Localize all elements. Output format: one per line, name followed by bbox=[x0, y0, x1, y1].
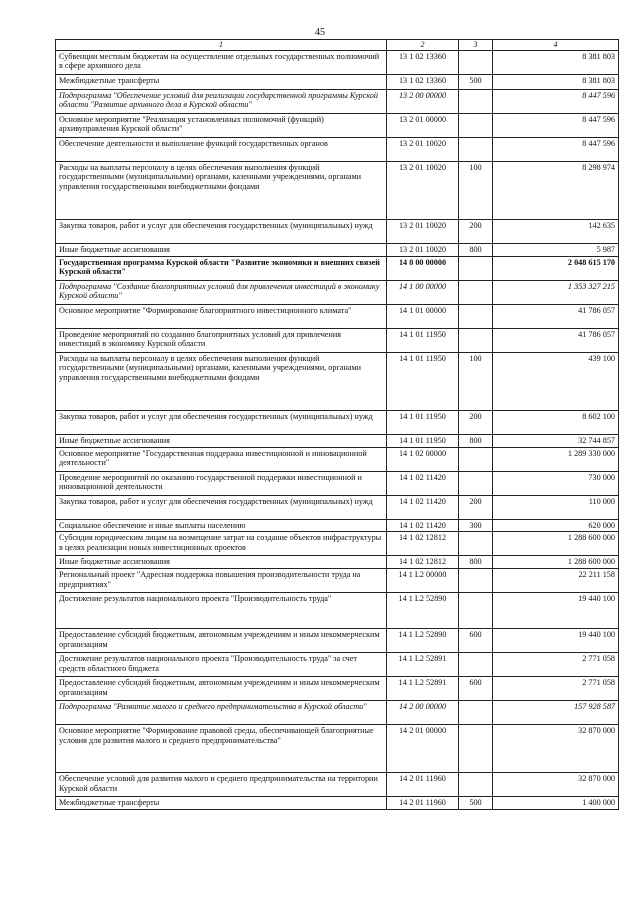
row-amount: 439 100 bbox=[493, 352, 619, 410]
table-row bbox=[56, 304, 619, 328]
row-amount: 1 353 327 215 bbox=[493, 280, 619, 304]
table-row bbox=[56, 74, 619, 89]
row-name: Достижение результатов национального проекта "Производительность труда" за счет средств областного бюджета bbox=[56, 653, 387, 677]
row-code: 14 1 01 11950 bbox=[387, 328, 459, 352]
row-expense-type: 800 bbox=[459, 556, 493, 569]
table-row bbox=[56, 701, 619, 725]
row-amount: 8 602 100 bbox=[493, 410, 619, 434]
row-code: 14 2 01 11960 bbox=[387, 773, 459, 797]
row-expense-type bbox=[459, 593, 493, 629]
row-amount: 8 381 803 bbox=[493, 74, 619, 89]
row-expense-type bbox=[459, 653, 493, 677]
table-row bbox=[56, 410, 619, 434]
row-name: Иные бюджетные ассигнования bbox=[56, 243, 387, 256]
row-code: 14 1 01 00000 bbox=[387, 304, 459, 328]
row-expense-type: 600 bbox=[459, 629, 493, 653]
row-expense-type bbox=[459, 113, 493, 137]
row-expense-type bbox=[459, 280, 493, 304]
row-name: Закупка товаров, работ и услуг для обеспечения государственных (муниципальных) нужд bbox=[56, 410, 387, 434]
row-amount: 620 000 bbox=[493, 519, 619, 532]
table-row bbox=[56, 629, 619, 653]
row-name: Закупка товаров, работ и услуг для обеспечения государственных (муниципальных) нужд bbox=[56, 495, 387, 519]
table-row bbox=[56, 495, 619, 519]
row-code: 14 1 01 11950 bbox=[387, 410, 459, 434]
table-row bbox=[56, 569, 619, 593]
row-name: Подпрограмма "Обеспечение условий для реализации государственной программы Курской области "Развитие архивного дела в Курской области" bbox=[56, 89, 387, 113]
row-amount: 8 447 596 bbox=[493, 89, 619, 113]
column-header: 4 bbox=[493, 40, 619, 51]
budget-table bbox=[55, 39, 619, 810]
row-name: Закупка товаров, работ и услуг для обеспечения государственных (муниципальных) нужд bbox=[56, 219, 387, 243]
table-row bbox=[56, 219, 619, 243]
table-row bbox=[56, 653, 619, 677]
table-body bbox=[56, 50, 619, 810]
row-code: 14 1 L2 52891 bbox=[387, 677, 459, 701]
row-amount: 41 786 057 bbox=[493, 304, 619, 328]
row-expense-type: 800 bbox=[459, 243, 493, 256]
table-row bbox=[56, 89, 619, 113]
row-code: 14 1 01 11950 bbox=[387, 434, 459, 447]
row-amount: 1 288 600 000 bbox=[493, 532, 619, 556]
row-expense-type: 200 bbox=[459, 495, 493, 519]
row-code: 13 2 01 10020 bbox=[387, 161, 459, 219]
row-code: 13 1 02 13360 bbox=[387, 50, 459, 74]
table-row bbox=[56, 161, 619, 219]
row-code: 14 1 L2 52891 bbox=[387, 653, 459, 677]
column-header: 1 bbox=[56, 40, 387, 51]
row-name: Подпрограмма "Развитие малого и среднего предпринимательства в Курской области" bbox=[56, 701, 387, 725]
table-row bbox=[56, 434, 619, 447]
row-code: 14 2 01 00000 bbox=[387, 725, 459, 773]
row-code: 14 1 L2 52890 bbox=[387, 593, 459, 629]
row-code: 13 2 01 10020 bbox=[387, 243, 459, 256]
table-row bbox=[56, 352, 619, 410]
row-name: Обеспечение условий для развития малого и среднего предпринимательства на территории Курской области bbox=[56, 773, 387, 797]
row-expense-type: 100 bbox=[459, 352, 493, 410]
row-code: 14 1 02 11420 bbox=[387, 519, 459, 532]
row-expense-type: 800 bbox=[459, 434, 493, 447]
row-expense-type: 300 bbox=[459, 519, 493, 532]
row-code: 14 1 02 12812 bbox=[387, 532, 459, 556]
row-expense-type bbox=[459, 89, 493, 113]
row-name: Основное мероприятие "Формирование правовой среды, обеспечивающей благоприятные условия для развития малого и среднего предпринимательства" bbox=[56, 725, 387, 773]
row-name: Расходы на выплаты персоналу в целях обеспечения выполнения функций государственными (муниципальными) органами, казенными учреждениями, органами управления государственными внебюджетными фондами bbox=[56, 352, 387, 410]
row-name: Подпрограмма "Создание благоприятных условий для привлечения инвестиций в экономику Курской области" bbox=[56, 280, 387, 304]
row-name: Проведение мероприятий по оказанию государственной поддержки инвестиционной и инновационной деятельности bbox=[56, 471, 387, 495]
row-expense-type: 200 bbox=[459, 219, 493, 243]
row-expense-type: 500 bbox=[459, 74, 493, 89]
row-expense-type bbox=[459, 304, 493, 328]
row-code: 13 2 00 00000 bbox=[387, 89, 459, 113]
row-expense-type: 200 bbox=[459, 410, 493, 434]
row-name: Региональный проект "Адресная поддержка повышения производительности труда на предприятиях" bbox=[56, 569, 387, 593]
row-expense-type bbox=[459, 725, 493, 773]
row-code: 14 1 02 11420 bbox=[387, 495, 459, 519]
table-row bbox=[56, 532, 619, 556]
row-expense-type bbox=[459, 328, 493, 352]
row-code: 14 1 L2 52890 bbox=[387, 629, 459, 653]
row-amount: 8 447 596 bbox=[493, 113, 619, 137]
row-code: 14 1 02 00000 bbox=[387, 447, 459, 471]
row-name: Расходы на выплаты персоналу в целях обеспечения выполнения функций государственными (муниципальными) органами, казенными учреждениями, органами управления государственными внебюджетными фондами bbox=[56, 161, 387, 219]
row-name: Государственная программа Курской области "Развитие экономики и внешних связей Курской области" bbox=[56, 256, 387, 280]
table-row bbox=[56, 773, 619, 797]
table-row bbox=[56, 243, 619, 256]
row-name: Социальное обеспечение и иные выплаты населению bbox=[56, 519, 387, 532]
row-name: Межбюджетные трансферты bbox=[56, 797, 387, 810]
row-expense-type bbox=[459, 471, 493, 495]
row-amount: 142 635 bbox=[493, 219, 619, 243]
row-name: Основное мероприятие "Формирование благоприятного инвестиционного климата" bbox=[56, 304, 387, 328]
row-amount: 2 771 058 bbox=[493, 653, 619, 677]
row-expense-type bbox=[459, 50, 493, 74]
row-amount: 8 447 596 bbox=[493, 137, 619, 161]
row-expense-type bbox=[459, 701, 493, 725]
row-name: Субвенции местным бюджетам на осуществление отдельных государственных полномочий в сфере архивного дела bbox=[56, 50, 387, 74]
row-amount: 110 000 bbox=[493, 495, 619, 519]
column-number-row bbox=[56, 40, 619, 51]
row-expense-type bbox=[459, 773, 493, 797]
row-amount: 157 928 587 bbox=[493, 701, 619, 725]
row-code: 14 1 02 11420 bbox=[387, 471, 459, 495]
row-code: 14 1 00 00000 bbox=[387, 280, 459, 304]
row-name: Основное мероприятие "Государственная поддержка инвестиционной и инновационной деятельности" bbox=[56, 447, 387, 471]
row-code: 13 1 02 13360 bbox=[387, 74, 459, 89]
row-expense-type: 600 bbox=[459, 677, 493, 701]
table-row bbox=[56, 113, 619, 137]
row-amount: 32 744 857 bbox=[493, 434, 619, 447]
row-code: 13 2 01 00000 bbox=[387, 113, 459, 137]
row-expense-type bbox=[459, 569, 493, 593]
row-amount: 1 400 000 bbox=[493, 797, 619, 810]
row-name: Межбюджетные трансферты bbox=[56, 74, 387, 89]
table-row bbox=[56, 797, 619, 810]
row-code: 13 2 01 10020 bbox=[387, 137, 459, 161]
table-row bbox=[56, 447, 619, 471]
row-name: Иные бюджетные ассигнования bbox=[56, 434, 387, 447]
row-name: Иные бюджетные ассигнования bbox=[56, 556, 387, 569]
row-amount: 8 381 803 bbox=[493, 50, 619, 74]
row-code: 14 0 00 00000 bbox=[387, 256, 459, 280]
row-code: 13 2 01 10020 bbox=[387, 219, 459, 243]
row-code: 14 2 00 00000 bbox=[387, 701, 459, 725]
row-amount: 730 000 bbox=[493, 471, 619, 495]
row-amount: 8 298 974 bbox=[493, 161, 619, 219]
row-expense-type bbox=[459, 256, 493, 280]
table-row bbox=[56, 519, 619, 532]
row-expense-type: 100 bbox=[459, 161, 493, 219]
table-row bbox=[56, 471, 619, 495]
row-expense-type: 500 bbox=[459, 797, 493, 810]
row-expense-type bbox=[459, 447, 493, 471]
row-amount: 1 289 330 000 bbox=[493, 447, 619, 471]
row-expense-type bbox=[459, 532, 493, 556]
row-amount: 2 771 058 bbox=[493, 677, 619, 701]
row-name: Основное мероприятие "Реализация установленных полномочий (функций) архивуправления Курской области" bbox=[56, 113, 387, 137]
row-amount: 19 440 100 bbox=[493, 629, 619, 653]
row-amount: 1 288 600 000 bbox=[493, 556, 619, 569]
row-expense-type bbox=[459, 137, 493, 161]
row-amount: 5 987 bbox=[493, 243, 619, 256]
row-name: Предоставление субсидий бюджетным, автономным учреждениям и иным некоммерческим организациям bbox=[56, 677, 387, 701]
row-code: 14 1 01 11950 bbox=[387, 352, 459, 410]
row-amount: 2 048 615 170 bbox=[493, 256, 619, 280]
page-number: 45 bbox=[315, 27, 325, 38]
table-row bbox=[56, 256, 619, 280]
row-amount: 22 211 158 bbox=[493, 569, 619, 593]
table-row bbox=[56, 328, 619, 352]
row-amount: 19 440 100 bbox=[493, 593, 619, 629]
table-row bbox=[56, 593, 619, 629]
row-name: Предоставление субсидий бюджетным, автономным учреждениям и иным некоммерческим организациям bbox=[56, 629, 387, 653]
row-amount: 41 786 057 bbox=[493, 328, 619, 352]
table-row bbox=[56, 50, 619, 74]
row-name: Обеспечение деятельности и выполнение функций государственных органов bbox=[56, 137, 387, 161]
row-amount: 32 870 000 bbox=[493, 773, 619, 797]
table-row bbox=[56, 556, 619, 569]
row-name: Субсидия юридическим лицам на возмещение затрат на создание объектов инфраструктуры в целях реализации новых инвестиционных проектов bbox=[56, 532, 387, 556]
column-header: 3 bbox=[459, 40, 493, 51]
row-name: Достижение результатов национального проекта "Производительность труда" bbox=[56, 593, 387, 629]
row-amount: 32 870 000 bbox=[493, 725, 619, 773]
row-code: 14 1 02 12812 bbox=[387, 556, 459, 569]
table-row bbox=[56, 725, 619, 773]
table-row bbox=[56, 137, 619, 161]
table-row bbox=[56, 280, 619, 304]
table-row bbox=[56, 677, 619, 701]
row-code: 14 1 L2 00000 bbox=[387, 569, 459, 593]
row-code: 14 2 01 11960 bbox=[387, 797, 459, 810]
column-header: 2 bbox=[387, 40, 459, 51]
row-name: Проведение мероприятий по созданию благоприятных условий для привлечения инвестиций в экономику Курской области bbox=[56, 328, 387, 352]
